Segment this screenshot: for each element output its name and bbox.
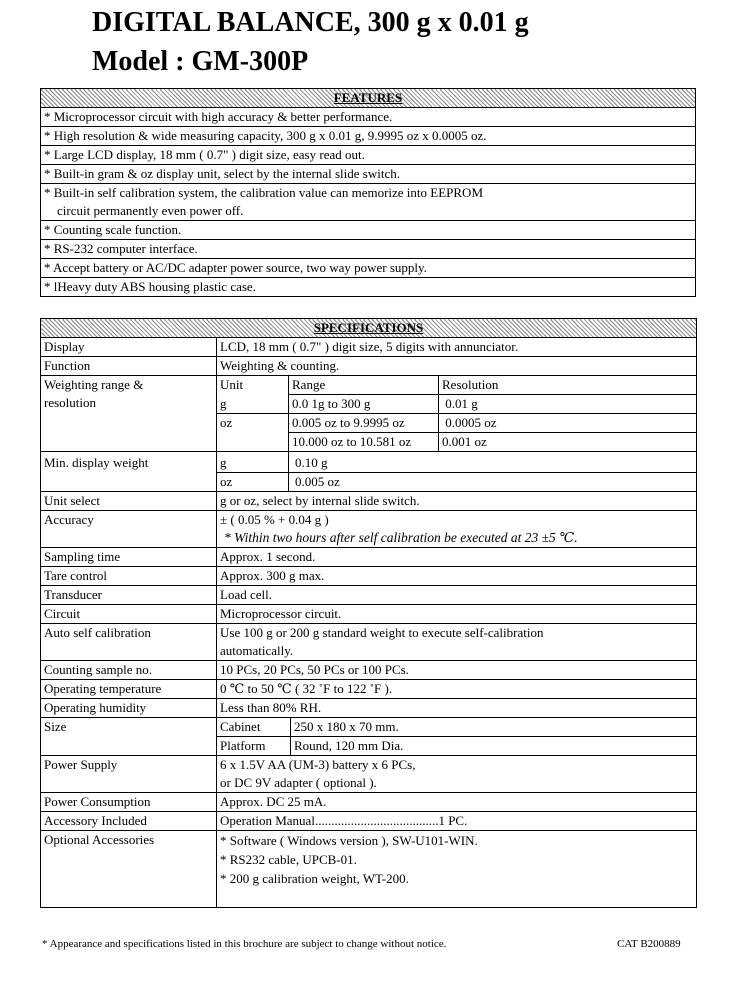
spec-label: Accuracy: [41, 511, 217, 548]
spec-label: Function: [41, 357, 217, 376]
autocal-line: automatically.: [220, 643, 294, 658]
col-range: Range: [289, 376, 439, 395]
feature-item: * High resolution & wide measuring capacity, 300 g x 0.01 g, 9.9995 oz x 0.0005 oz.: [41, 127, 696, 146]
unit-cell: oz: [217, 414, 289, 452]
specifications-table: [40, 318, 697, 908]
spec-label: Accessory Included: [41, 812, 217, 831]
optional-item: * 200 g calibration weight, WT-200.: [220, 871, 409, 886]
feature-item: * Built-in self calibration system, the calibration value can memorize into EEPROM: [41, 184, 696, 203]
spec-label: Counting sample no.: [41, 661, 217, 680]
spec-label: Power Consumption: [41, 793, 217, 812]
spec-value: 10 PCs, 20 PCs, 50 PCs or 100 PCs.: [217, 661, 697, 680]
power-line: or DC 9V adapter ( optional ).: [220, 775, 377, 790]
col-unit: Unit: [217, 376, 289, 395]
feature-item: * Built-in gram & oz display unit, select by the internal slide switch.: [41, 165, 696, 184]
spec-value: Weighting & counting.: [217, 357, 697, 376]
features-table: [40, 88, 696, 297]
spec-value: Round, 120 mm Dia.: [291, 737, 697, 756]
spec-value: Approx. DC 25 mA.: [217, 793, 697, 812]
autocal-line: Use 100 g or 200 g standard weight to execute self-calibration: [220, 625, 544, 640]
feature-item: * Accept battery or AC/DC adapter power source, two way power supply.: [41, 259, 696, 278]
range-cell: 0.0 1g to 300 g: [289, 395, 439, 414]
resolution-cell: 0.0005 oz: [439, 414, 697, 433]
range-label-line: Weighting range &: [44, 377, 144, 392]
page-title: DIGITAL BALANCE, 300 g x 0.01 g: [92, 7, 529, 38]
spec-value: Approx. 300 g max.: [217, 567, 697, 586]
spec-value: 0 ℃ to 50 ℃ ( 32 ˚F to 122 ˚F ).: [217, 680, 697, 699]
optional-item: * RS232 cable, UPCB-01.: [220, 852, 357, 867]
feature-item: circuit permanently even power off.: [41, 202, 696, 221]
spec-value: [217, 624, 697, 661]
spec-label: Size: [41, 718, 217, 756]
spec-label: Tare control: [41, 567, 217, 586]
spec-value: Load cell.: [217, 586, 697, 605]
spec-label: Sampling time: [41, 548, 217, 567]
spec-value: g or oz, select by internal slide switch.: [217, 492, 697, 511]
spec-value: 0.005 oz: [289, 473, 697, 492]
spec-label: Display: [41, 338, 217, 357]
range-label-line: resolution: [44, 395, 96, 410]
spec-label: Transducer: [41, 586, 217, 605]
resolution-cell: 0.01 g: [439, 395, 697, 414]
spec-label: Optional Accessories: [41, 831, 217, 908]
feature-item: * Counting scale function.: [41, 221, 696, 240]
spec-label: Circuit: [41, 605, 217, 624]
spec-value: [217, 511, 697, 548]
unit-cell: oz: [217, 473, 289, 492]
range-cell: 0.005 oz to 9.9995 oz: [289, 414, 439, 433]
model-title: Model : GM-300P: [92, 46, 309, 77]
feature-item: * RS-232 computer interface.: [41, 240, 696, 259]
range-cell: 10.000 oz to 10.581 oz: [289, 433, 439, 452]
size-sub-label: Cabinet: [217, 718, 291, 737]
optional-item: * Software ( Windows version ), SW-U101-WIN.: [220, 833, 478, 848]
catalog-number: CAT B200889: [617, 938, 681, 950]
spec-value: 250 x 180 x 70 mm.: [291, 718, 697, 737]
accuracy-note: * Within two hours after self calibration be executed at 23 ±5 ℃.: [224, 530, 578, 545]
feature-item: * Large LCD display, 18 mm ( 0.7" ) digit size, easy read out.: [41, 146, 696, 165]
accuracy-value: ± ( 0.05 % + 0.04 g ): [220, 512, 329, 527]
spec-label: Min. display weight: [41, 452, 217, 492]
spec-value: Microprocessor circuit.: [217, 605, 697, 624]
spec-value: Less than 80% RH.: [217, 699, 697, 718]
power-line: 6 x 1.5V AA (UM-3) battery x 6 PCs,: [220, 757, 416, 772]
spec-label: Unit select: [41, 492, 217, 511]
unit-cell: g: [217, 452, 289, 473]
size-sub-label: Platform: [217, 737, 291, 756]
spec-value: LCD, 18 mm ( 0.7" ) digit size, 5 digits with annunciator.: [217, 338, 697, 357]
spec-label: Operating humidity: [41, 699, 217, 718]
spec-value: Approx. 1 second.: [217, 548, 697, 567]
specifications-header: SPECIFICATIONS: [41, 319, 697, 338]
spec-value: 0.10 g: [289, 452, 697, 473]
feature-item: * Microprocessor circuit with high accuracy & better performance.: [41, 108, 696, 127]
features-header: FEATURES: [41, 89, 696, 108]
spec-label: Auto self calibration: [41, 624, 217, 661]
col-resolution: Resolution: [439, 376, 697, 395]
spec-value: Operation Manual......................................1 PC.: [217, 812, 697, 831]
footnote: * Appearance and specifications listed in this brochure are subject to change without notice.: [42, 938, 447, 950]
spec-label: Operating temperature: [41, 680, 217, 699]
spec-value: [217, 756, 697, 793]
spec-value: [217, 831, 697, 908]
feature-item: * lHeavy duty ABS housing plastic case.: [41, 278, 696, 297]
resolution-cell: 0.001 oz: [439, 433, 697, 452]
spec-label: Power Supply: [41, 756, 217, 793]
unit-cell: g: [217, 395, 289, 414]
spec-label: [41, 376, 217, 452]
